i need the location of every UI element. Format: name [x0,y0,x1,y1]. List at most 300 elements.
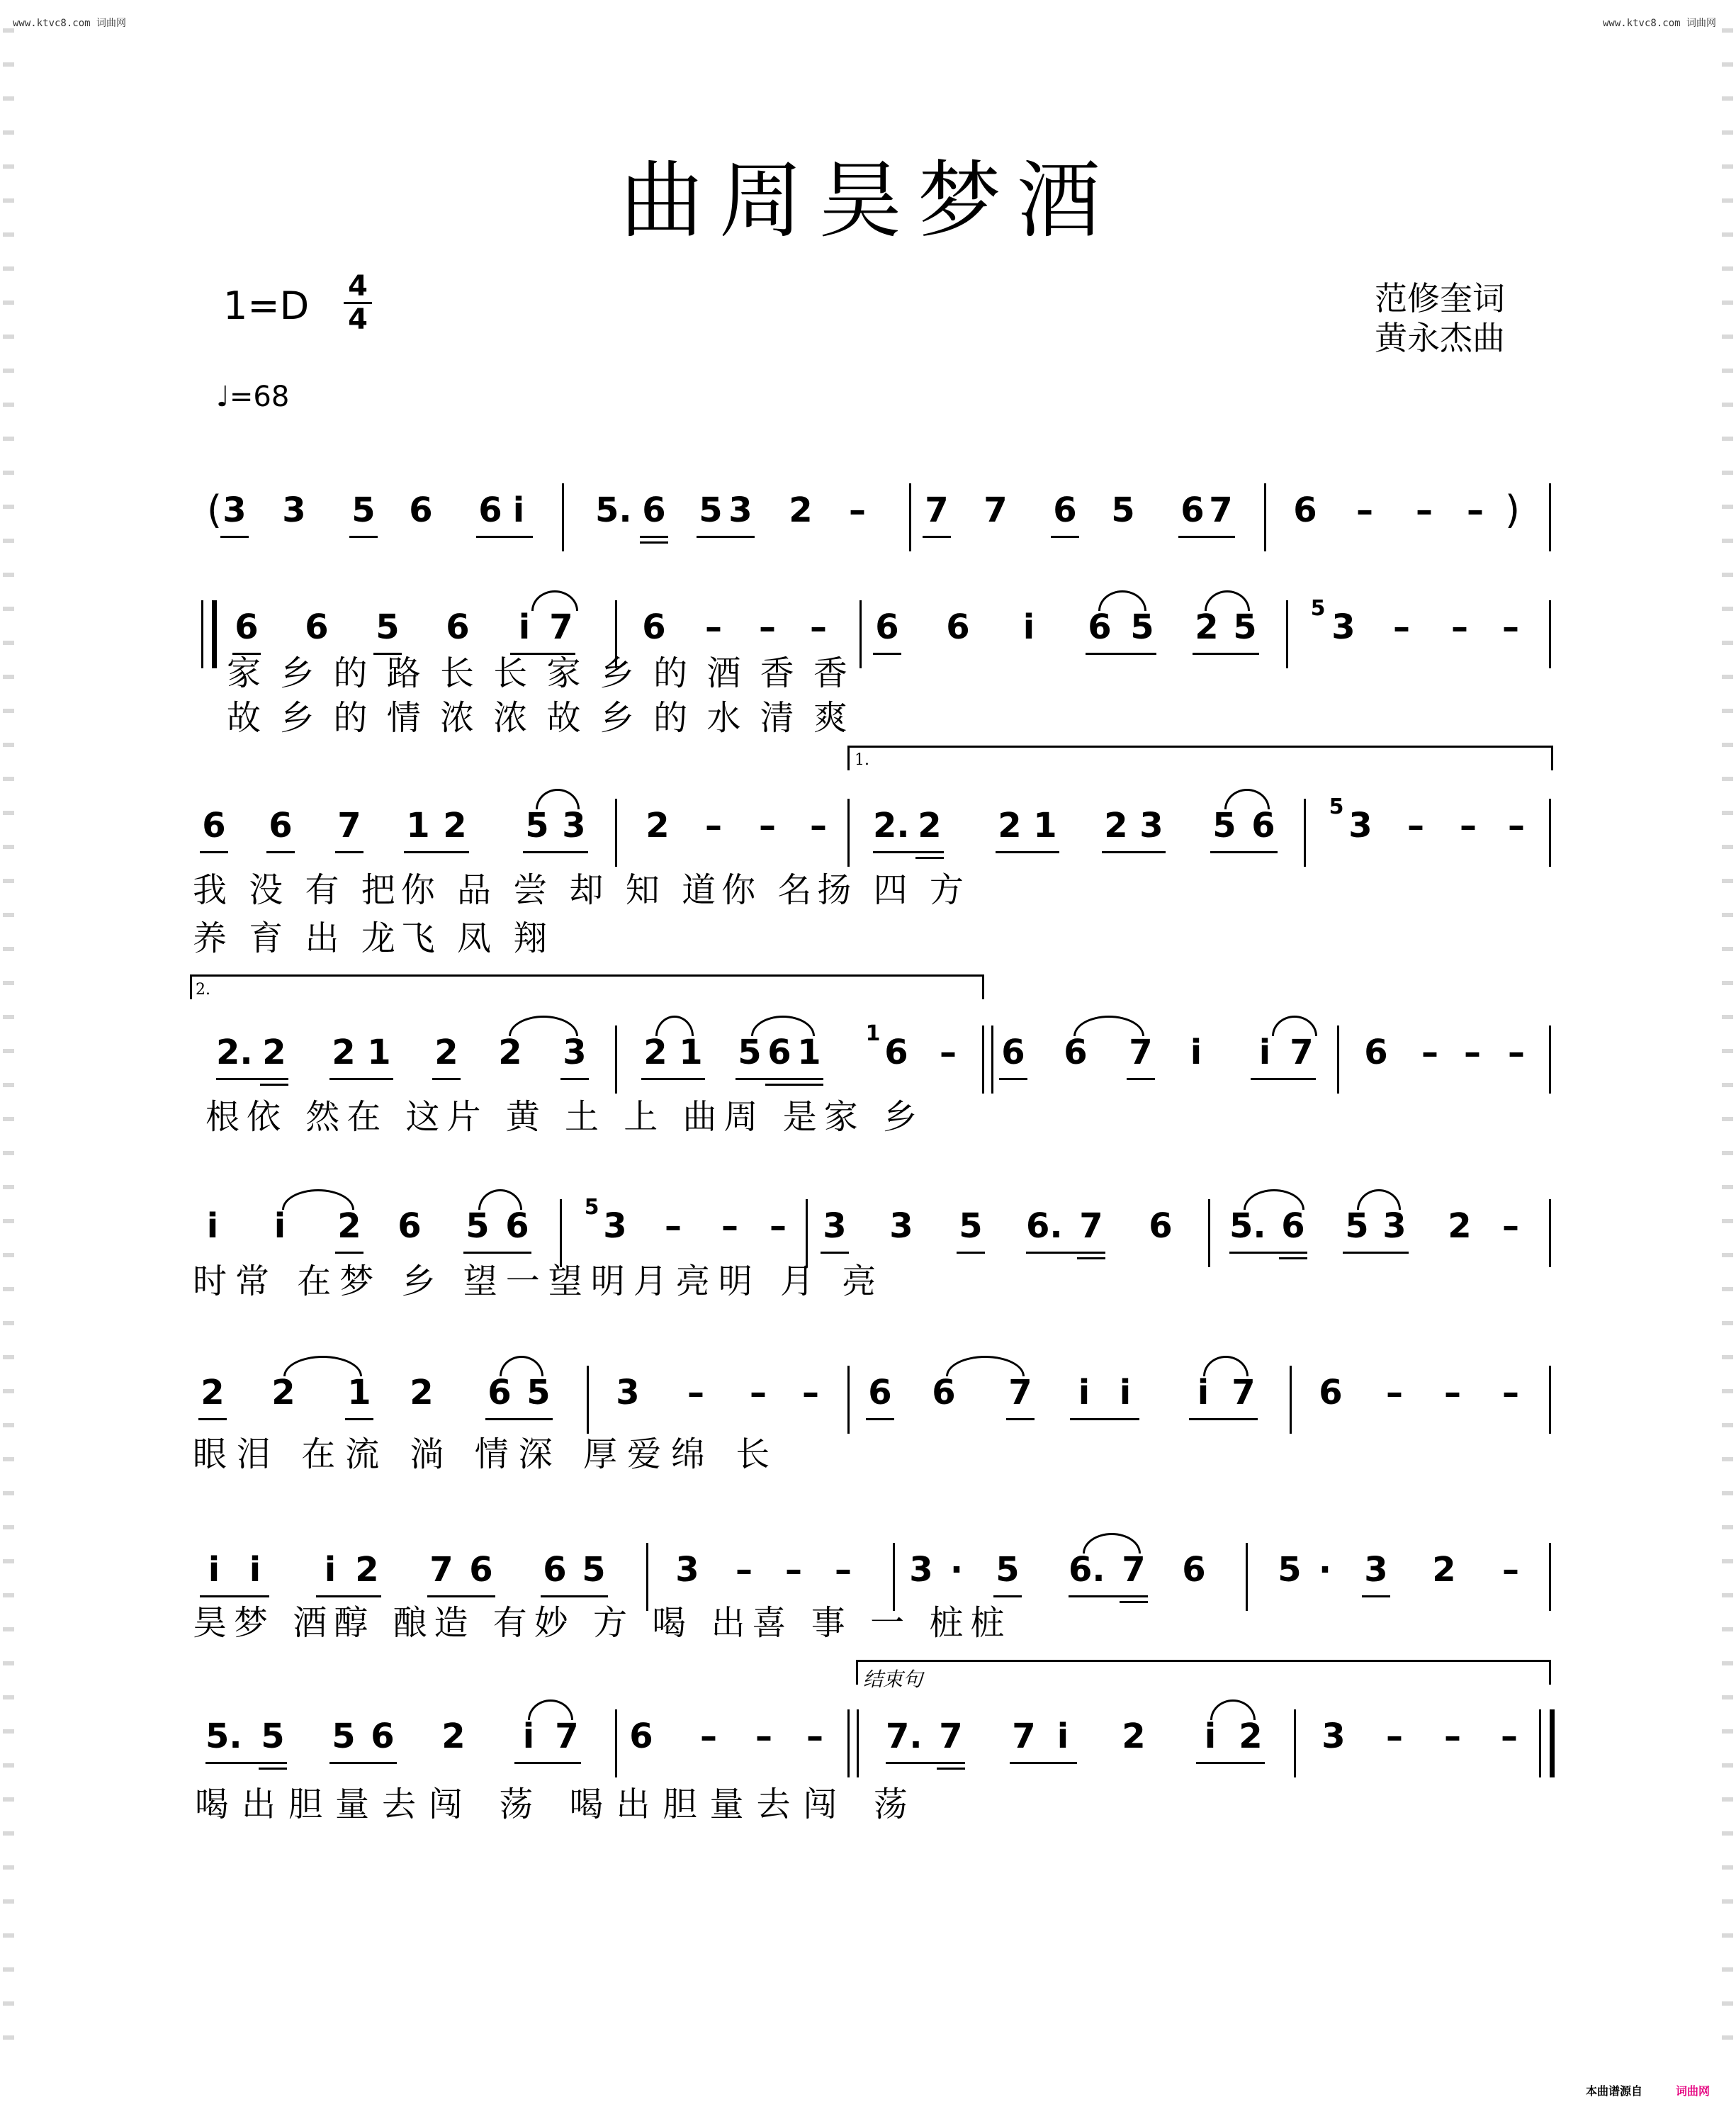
note: i [512,490,525,530]
lyrics-line-1-verse-1: 家 乡 的 路 长 长 家 乡 的 酒 香 香 [227,653,852,693]
note: 7 [939,1716,963,1756]
volta-2-bracket [190,974,984,999]
note: 5 [1345,1206,1369,1246]
barline [1549,799,1551,867]
note: – [1386,1716,1403,1756]
note: 2 [1239,1716,1263,1756]
note: 5 [526,1373,551,1412]
underline [923,536,951,538]
note: i [249,1550,261,1590]
note: 3 [282,490,306,530]
lyrics-line-7: 喝出胆量去闯 荡 喝出胆量去闯 荡 [195,1785,920,1824]
underline [886,1762,965,1764]
barline [646,1543,648,1611]
note: 3 [563,1033,587,1072]
underline [873,851,944,853]
note: – [810,607,827,647]
note: 7 [1231,1373,1256,1412]
note: i [1078,1373,1090,1412]
note: – [759,806,776,845]
note: – [1501,1716,1518,1756]
barline [1549,1543,1551,1611]
note: 6 [398,1206,422,1246]
note: 6 [884,1033,908,1072]
note: – [750,1373,767,1412]
lyrics-line-1-verse-2: 故 乡 的 情 浓 浓 故 乡 的 水 清 爽 [227,698,852,738]
note: 6 [642,490,666,530]
note: – [735,1550,753,1590]
lyrics-line-6: 昊梦 酒醇 酿造 有妙 方 喝 出喜 事 一 桩桩 [193,1603,1012,1643]
intro-close-paren: ) [1505,488,1521,532]
note: – [1508,1033,1525,1072]
barline [1290,1366,1292,1434]
note: 2 [262,1033,286,1072]
volta-2-label: 2. [196,981,210,999]
note: 6 [868,1373,892,1412]
note: 3 [728,490,753,530]
underline [1127,1078,1155,1080]
note: 2 [1104,806,1128,845]
note: 5 [1278,1550,1302,1590]
slur [500,1356,543,1376]
note: 5 [996,1550,1020,1590]
underline [1178,536,1235,538]
note: 3 [1321,1716,1346,1756]
note: 6 [543,1550,567,1590]
lyrics-line-2-verse-2: 养 育 出 龙飞 凤 翔 [193,918,553,958]
note: – [759,607,776,647]
note: 6 [469,1550,493,1590]
note: – [1393,607,1410,647]
barline [847,799,850,867]
underline [640,541,668,544]
key-signature: 1=D [223,283,310,328]
note: 7 [1209,490,1233,530]
grace-note: 5 [1329,794,1344,819]
underline [996,851,1059,853]
note: – [1508,806,1525,845]
final-barline [1539,1709,1555,1777]
note: 5. [205,1716,242,1756]
slur [283,1356,362,1376]
underline [427,1595,495,1597]
note: i [274,1206,286,1246]
note: 7 [1290,1033,1314,1072]
note: – [1464,1033,1481,1072]
note: 6 [305,607,329,647]
note: – [1356,490,1373,530]
note: – [849,490,866,530]
underline [345,1418,373,1420]
composer: 黄永杰曲 [1375,319,1505,357]
underline [485,1418,553,1420]
underline [404,851,469,853]
slur [528,1699,573,1720]
underline [641,1078,705,1080]
underline [765,1084,823,1086]
underline [1006,1418,1035,1420]
underline [1077,1257,1105,1259]
note: 2 [410,1373,434,1412]
note: 6 [235,607,259,647]
note: 6 [767,1033,791,1072]
underline [329,1762,397,1764]
note: 7 [925,490,949,530]
lyrics-line-3: 根依 然在 这片 黄 土 上 曲周 是家 乡 [205,1097,925,1137]
slur [531,590,578,611]
note: 2 [1122,1716,1146,1756]
note: 5 [466,1206,490,1246]
note: 7 [337,806,361,845]
slur [1210,1699,1256,1720]
note: i [522,1716,535,1756]
grace-note: 1 [865,1021,881,1046]
underline [640,536,668,538]
note: – [806,1716,823,1756]
slur [1272,1016,1317,1036]
note: 5 [1130,607,1154,647]
note: 5 [699,490,723,530]
underline [1251,1078,1316,1080]
note: – [1444,1373,1461,1412]
underline [1069,1595,1148,1597]
underline [514,1762,581,1764]
note: i [324,1550,337,1590]
note: – [1502,1206,1519,1246]
note: 3 [1364,1550,1388,1590]
barline [1286,600,1288,668]
note: – [1451,607,1468,647]
barline [1337,1026,1339,1094]
note: 2. [216,1033,253,1072]
underline [541,1595,608,1597]
barline [1294,1709,1296,1777]
underline [735,1078,823,1080]
underline [1026,1252,1105,1254]
underline [560,1078,589,1080]
lyrics-line-2-verse-1: 我 没 有 把你 品 尝 却 知 道你 名扬 四 方 [193,870,969,910]
note: 2 [271,1373,295,1412]
underline [937,1768,965,1770]
barline [615,799,617,867]
barline [1304,799,1306,867]
note: 2 [1195,607,1219,647]
note: i [1190,1033,1202,1072]
underline [1362,1595,1390,1597]
note: i [206,1206,219,1246]
ending-label: 结束句 [863,1668,923,1691]
barline [615,1026,617,1094]
note: 3 [1348,806,1373,845]
time-signature [344,271,372,335]
note: · [949,1550,964,1590]
note: 6 [1001,1033,1025,1072]
note: 3 [603,1206,627,1246]
note: i [208,1550,220,1590]
time-signature-bottom: 4 [348,303,368,336]
note: i [1119,1373,1132,1412]
underline [993,1595,1022,1597]
note: 2 [443,806,467,845]
note: 3 [889,1206,913,1246]
note: – [755,1716,772,1756]
underline [335,851,363,853]
underline [1196,1762,1265,1764]
note: 6 [478,490,502,530]
barline [1549,600,1551,668]
note: 6 [1281,1206,1305,1246]
underline [266,851,295,853]
note: 5 [525,806,549,845]
underline [873,653,901,655]
note: 1 [406,806,430,845]
note: 6 [1064,1033,1088,1072]
note: – [940,1033,957,1072]
note: – [1502,1373,1519,1412]
underline [220,536,249,538]
note: 7 [983,490,1008,530]
slur [1098,590,1146,611]
underline [432,1078,461,1080]
note: 5 [261,1716,285,1756]
note: 6 [932,1373,956,1412]
note: 5 [351,490,376,530]
barline [587,1366,589,1434]
note: 2 [441,1716,466,1756]
note: 6 [642,607,666,647]
note: 2. [873,806,910,845]
note: 5 [376,607,400,647]
song-title: 曲周昊梦酒 [619,152,1116,249]
note: 6 [1149,1206,1173,1246]
note: 6 [1319,1373,1343,1412]
double-barline [847,1709,859,1777]
credits [1375,279,1505,358]
note: 1 [1033,806,1057,845]
intro-row [0,489,1736,581]
note: – [1467,490,1484,530]
barline [1246,1543,1248,1611]
note: 3 [823,1206,847,1246]
note: 6. [1026,1206,1063,1246]
note: 6 [202,806,226,845]
note: 6 [487,1373,512,1412]
note: 1 [679,1033,703,1072]
slur [536,789,580,809]
note: i [1056,1716,1069,1756]
note: – [687,1373,704,1412]
note: 2 [789,490,813,530]
slur [946,1356,1025,1376]
note: 6 [1180,490,1205,530]
slur [478,1189,522,1210]
underline [198,1418,227,1420]
underline [1189,1418,1258,1420]
note: 7 [1079,1206,1103,1246]
note: i [1197,1373,1210,1412]
underline [697,536,755,538]
note: – [1416,490,1433,530]
note: 7 [1008,1373,1032,1412]
note: 5 [738,1033,762,1072]
underline [866,1418,894,1420]
note: 3 [222,490,247,530]
note: 6 [875,607,899,647]
note: 7 [549,607,573,647]
note: 7 [1129,1033,1153,1072]
barline [1549,483,1551,551]
note: 6 [1088,607,1112,647]
note: – [705,806,722,845]
note: 2 [434,1033,458,1072]
slur [655,1016,694,1036]
slur [1073,1016,1144,1036]
note: 2 [201,1373,225,1412]
note: 6 [1364,1033,1388,1072]
note: 2 [355,1550,379,1590]
underline [476,536,533,538]
note: 7 [429,1550,453,1590]
intro-open-paren: ( [207,488,222,532]
note: 5 [959,1206,983,1246]
note: – [700,1716,717,1756]
note: 6 [1182,1550,1206,1590]
slur [751,1016,815,1036]
barline [1549,1199,1551,1267]
note: – [802,1373,819,1412]
underline [200,851,228,853]
footer-site: 词曲网 [1676,2084,1710,2098]
note: 5. [1229,1206,1266,1246]
underline [259,1768,287,1770]
underline [999,1078,1027,1080]
note: 2 [337,1206,361,1246]
watermark-left: www.ktvc8.com 词曲网 [13,18,127,29]
note: 7 [1012,1716,1036,1756]
note: 7 [1122,1550,1146,1590]
note: 3 [1382,1206,1407,1246]
note: i [1204,1716,1217,1756]
note: 7. [886,1716,923,1756]
underline [1086,653,1156,655]
underline [260,1084,288,1086]
underline [1070,1418,1139,1420]
note: 3 [1139,806,1163,845]
slur [1224,789,1270,809]
underline [216,1078,288,1080]
barline [806,1199,808,1267]
underline [349,536,378,538]
slur [509,1016,578,1036]
note: – [1460,806,1477,845]
note: 6 [409,490,433,530]
underline [1102,851,1166,853]
note: 1 [367,1033,391,1072]
note: 5. [595,490,632,530]
note: – [770,1206,787,1246]
note: 6 [1293,490,1317,530]
note: 1 [797,1033,821,1072]
note: 1 [347,1373,371,1412]
watermark-right: www.ktvc8.com 词曲网 [1602,18,1716,29]
repeat-start-barline [201,600,217,668]
underline [200,1595,269,1597]
volta-1-bracket [847,746,1553,770]
time-signature-top: 4 [344,271,372,304]
note: 6 [446,607,470,647]
note: 5 [1233,607,1257,647]
note: 2 [1448,1206,1472,1246]
underline [523,851,588,853]
lyricist: 范修奎词 [1375,279,1505,318]
note: i [518,607,531,647]
note: 2 [998,806,1022,845]
underline [821,1252,849,1254]
underline [335,1252,363,1254]
note: – [665,1206,682,1246]
note: – [721,1206,738,1246]
note: – [1407,806,1424,845]
note: 2 [918,806,942,845]
note: 5 [1212,806,1236,845]
note: 2 [332,1033,356,1072]
barline [562,483,564,551]
barline [859,600,862,668]
underline [205,1762,287,1764]
underline [329,1078,393,1080]
underline [1279,1257,1307,1259]
underline [316,1595,381,1597]
note: 2 [646,806,670,845]
note: 5 [332,1716,356,1756]
note: 5 [1111,490,1135,530]
barline [1549,1026,1551,1094]
underline [1010,1762,1077,1764]
note: – [1444,1716,1461,1756]
note: 3 [1331,607,1355,647]
barline [1264,483,1266,551]
grace-note: 5 [1310,596,1326,621]
slur [1244,1189,1304,1210]
note: 6 [946,607,970,647]
lyrics-line-5: 眼泪 在流 淌 情深 厚爱绵 长 [193,1434,780,1474]
barline [893,1543,895,1611]
note: 3 [675,1550,699,1590]
lyrics-line-4: 时常 在梦 乡 望一望明月亮明 月 亮 [193,1262,885,1301]
barline [909,483,911,551]
slur [1205,590,1250,611]
underline [1210,851,1278,853]
double-barline [982,1026,993,1094]
slur [1203,1356,1249,1376]
underline [1193,653,1259,655]
note: 3 [909,1550,933,1590]
barline [560,1199,562,1267]
barline [847,1366,850,1434]
note: 2 [498,1033,522,1072]
underline [463,1252,531,1254]
note: 3 [616,1373,640,1412]
note: – [1502,607,1519,647]
footer-source: 本曲谱源自 [1586,2084,1643,2098]
note: – [1421,1033,1438,1072]
note: i [1258,1033,1271,1072]
note: 6 [1251,806,1275,845]
note: · [1318,1550,1332,1590]
underline [1229,1252,1307,1254]
note: 5 [582,1550,606,1590]
underline [957,1252,985,1254]
